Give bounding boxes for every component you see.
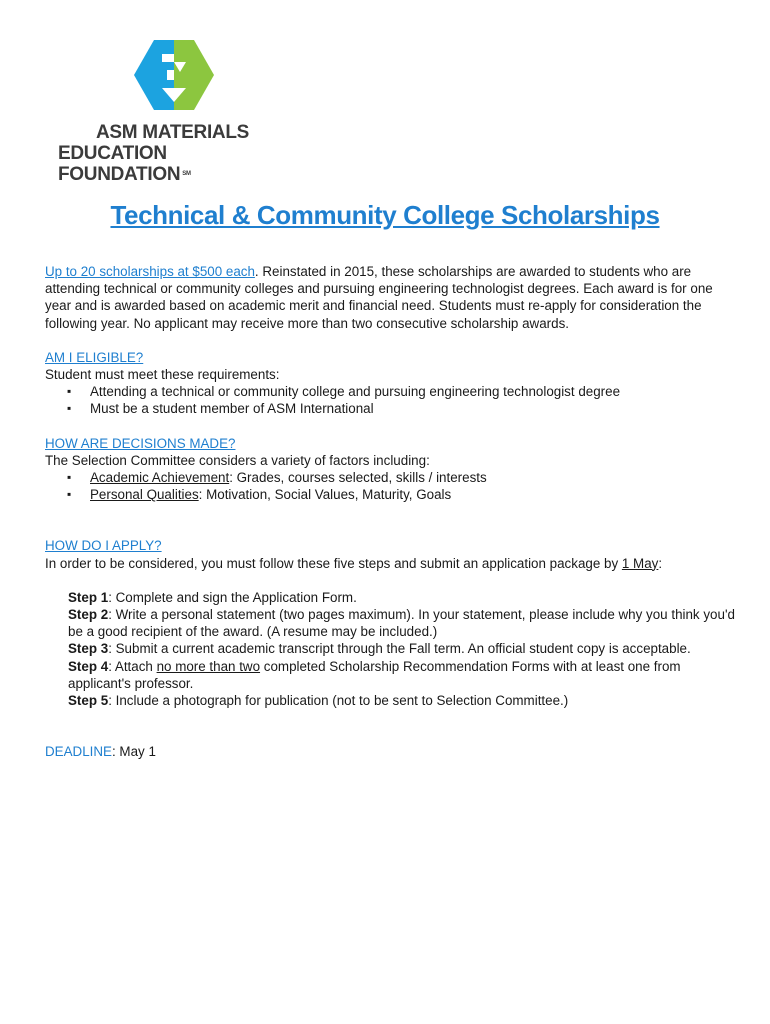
service-mark: SM [182, 171, 191, 177]
apply-lead-end: : [658, 555, 663, 571]
factor-term: Personal Qualities [90, 487, 199, 503]
eligible-list [45, 383, 735, 417]
step-2 [68, 606, 735, 640]
step-label: Step 3 [68, 641, 109, 657]
logo-wordmark [58, 122, 298, 185]
step-3 [68, 640, 735, 657]
step-text: : Include a photograph for publication (not to be sent to Selection Committee.) [108, 693, 569, 709]
foundation-logo [58, 40, 298, 185]
step-text: : Submit a current academic transcript through the Fall term. An official student copy is acceptable. [108, 641, 691, 657]
logo-line-1: ASM MATERIALS [96, 122, 250, 143]
list-item [67, 469, 735, 486]
intro-paragraph [45, 263, 735, 332]
deadline-value: : May 1 [111, 744, 156, 760]
intro-text: . Reinstated in 2015, these scholarships are awarded to students who are attending technical or community colleges and pursuing engineering technologist degrees. Each award is for one year and is awarded based on academic merit and financial need. Students must re-apply for consideration the following year. No applicant may receive more than two consecutive scholarship awards. [45, 264, 713, 331]
list-item: ▪ Must be a student member of ASM International [67, 400, 735, 417]
deadline-line [45, 743, 735, 760]
eligible-lead: Student must meet these requirements: [45, 367, 280, 383]
apply-lead [45, 555, 735, 572]
apply-deadline-date: 1 May [621, 555, 659, 571]
apply-heading: HOW DO I APPLY? [45, 538, 162, 554]
factor-desc: : Motivation, Social Values, Maturity, Goals [198, 487, 452, 503]
step-label: Step 5 [68, 693, 109, 709]
page-title: Technical & Community College Scholarships [110, 200, 660, 230]
decisions-lead: The Selection Committee considers a variety of factors including: [45, 452, 430, 468]
factor-term: Academic Achievement [90, 470, 230, 486]
step-text: completed Scholarship Recommendation Forms with at least one from applicant's professor. [68, 658, 681, 691]
list-item [67, 486, 735, 503]
steps-list [45, 589, 735, 709]
list-item: ▪ Attending a technical or community college and pursuing engineering technologist degree [67, 383, 735, 400]
eligible-heading: AM I ELIGIBLE? [45, 349, 144, 365]
asm-hexagon-logo-icon [134, 40, 214, 110]
step-1 [68, 589, 735, 606]
decisions-list [45, 469, 735, 503]
intro-highlight: Up to 20 scholarships at $500 each [45, 264, 255, 279]
step-label: Step 2 [68, 607, 109, 623]
apply-lead-text: In order to be considered, you must follow these five steps and submit an application package by [45, 555, 622, 571]
step-text: : Attach [108, 658, 157, 674]
step-label: Step 4 [68, 658, 109, 674]
decisions-heading: HOW ARE DECISIONS MADE? [45, 435, 236, 451]
factor-desc: : Grades, courses selected, skills / interests [229, 470, 487, 486]
logo-line-2: EDUCATION FOUNDATION [58, 143, 181, 185]
deadline-label: DEADLINE [45, 744, 112, 760]
step-text: : Complete and sign the Application Form. [108, 589, 357, 605]
step-label: Step 1 [68, 589, 109, 605]
document-body [45, 263, 735, 760]
step-text: : Write a personal statement (two pages maximum). In your statement, please include why you think you'd be a good recipient of the award. (A resume may be included.) [68, 607, 735, 640]
step-4 [68, 658, 735, 692]
step-5 [68, 692, 735, 709]
step-emphasis: no more than two [156, 658, 261, 674]
